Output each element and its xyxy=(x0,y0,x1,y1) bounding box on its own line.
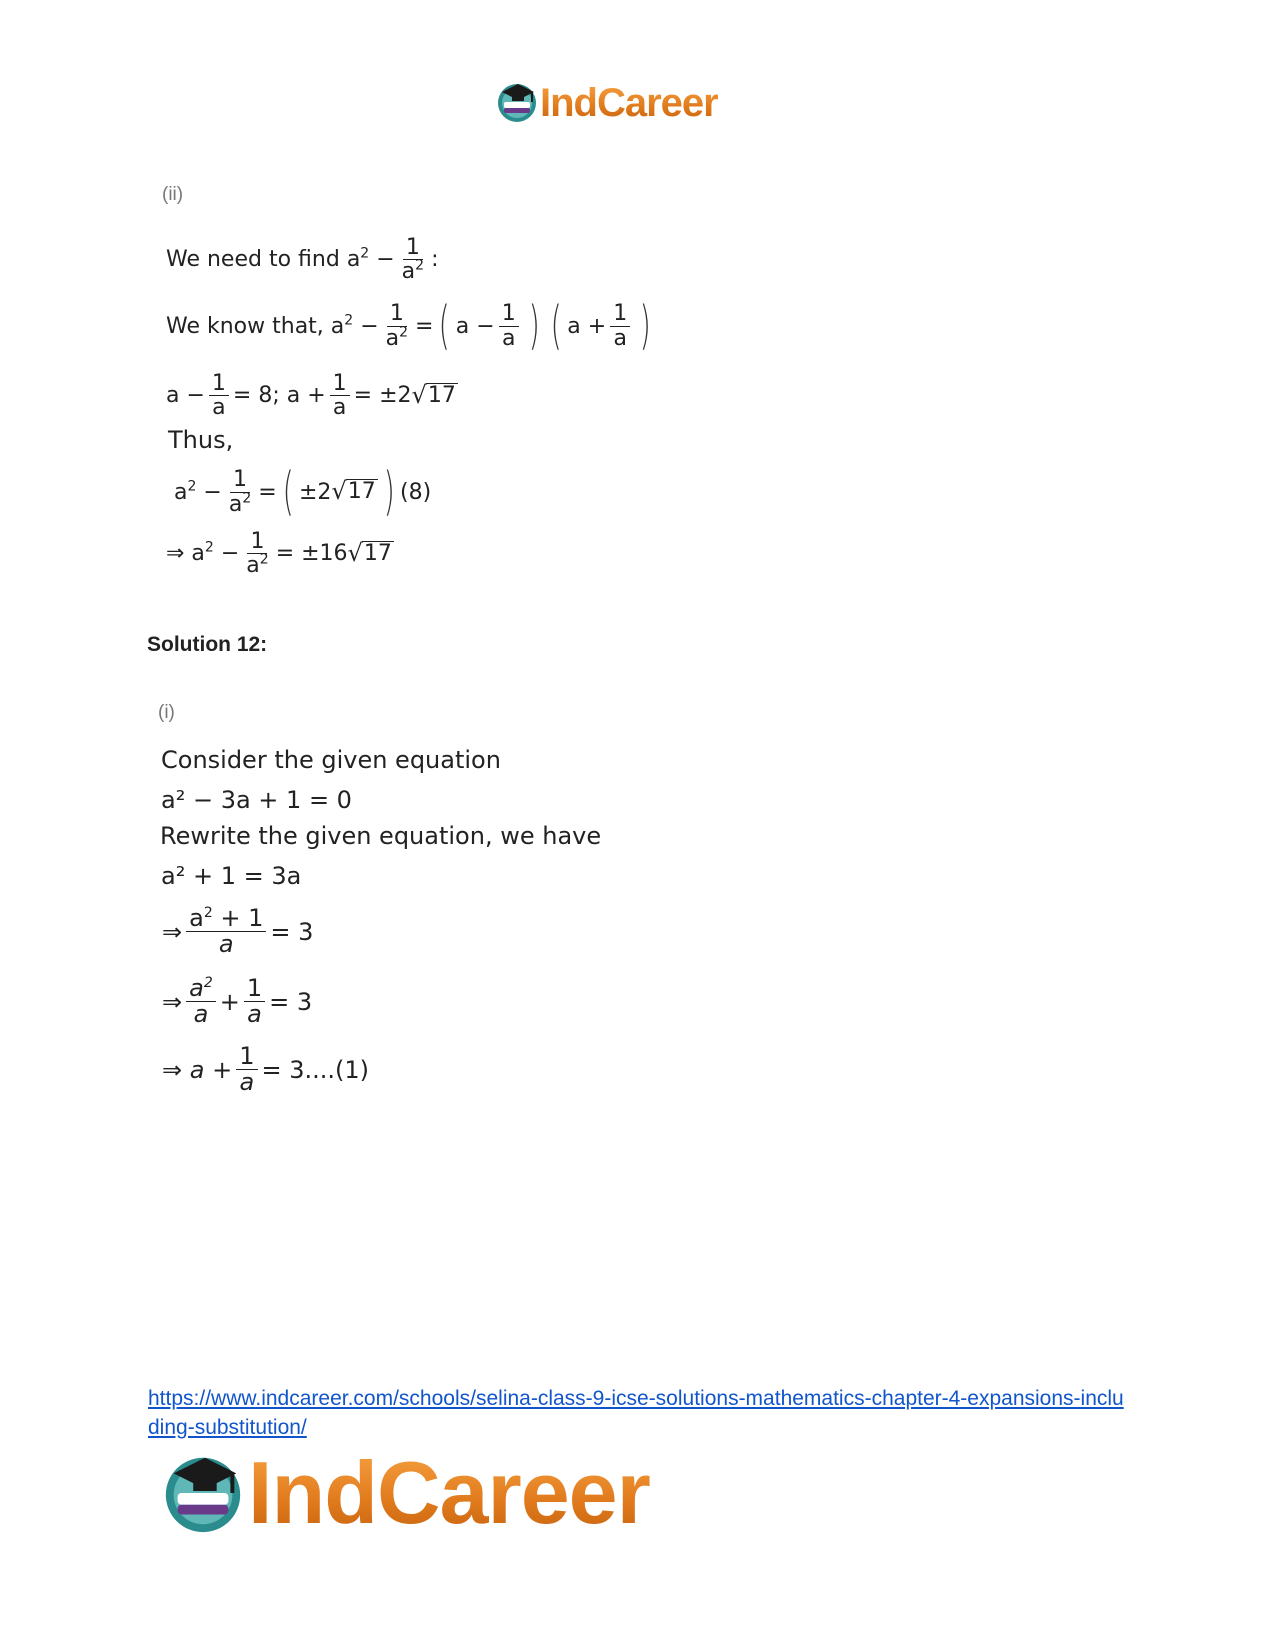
rewrite-text: Rewrite the given equation, we have xyxy=(160,822,602,850)
math-line-need-to-find: We need to find $a^2$ − $\frac{1}{a^2}$ : xyxy=(166,235,439,285)
part-label-ii: (ii) xyxy=(162,184,184,205)
logo-text: IndCareer xyxy=(248,1443,650,1542)
math-line-we-know: We know that, $a^2$ − $\frac{1}{a^2}$ = ( a − $\frac{1}{a}$ ) ( a + $\frac{1}{a}$ ) xyxy=(166,296,651,356)
math-line-substitute: $a^2$ − $\frac{1}{a^2}$ = ( ±2 √ 17 ) (8) xyxy=(174,462,432,522)
equation-line-1: a² − 3a + 1 = 0 xyxy=(161,786,352,814)
header-logo xyxy=(494,78,718,128)
math-line-result: ⇒ $a^2$ − $\frac{1}{a^2}$ = ±16 √ 17 xyxy=(166,529,392,579)
thus-text: Thus, xyxy=(168,426,234,454)
math-line-split: ⇒ $\frac{a^2}{a}$ + $\frac{1}{a}$ = 3 xyxy=(162,974,313,1029)
graduation-cap-book-icon xyxy=(494,78,540,128)
solution-heading: Solution 12: xyxy=(147,633,268,656)
graduation-cap-book-icon xyxy=(158,1446,248,1540)
math-line-given-values: a − $\frac{1}{a}$ = 8; a + $\frac{1}{a}$ = ±2 √ 17 xyxy=(166,371,456,421)
part-label-i: (i) xyxy=(158,702,175,723)
equation-line-2: a² + 1 = 3a xyxy=(161,862,302,890)
math-line-equation-1: ⇒ a + $\frac{1}{a}$ = 3....(1) xyxy=(162,1042,370,1097)
footer-logo xyxy=(158,1443,650,1542)
prose-text: We know that, xyxy=(166,313,324,339)
logo-text: IndCareer xyxy=(540,81,718,125)
source-url-link[interactable]: https://www.indcareer.com/schools/selina-class-9-icse-solutions-mathematics-chapter-4-expansions-including-substitution/ xyxy=(148,1387,1124,1439)
math-line-divide: ⇒ $\frac{a^2 + 1}{a}$ = 3 xyxy=(162,904,314,959)
consider-text: Consider the given equation xyxy=(161,746,501,774)
prose-text: We need to find xyxy=(166,247,340,273)
